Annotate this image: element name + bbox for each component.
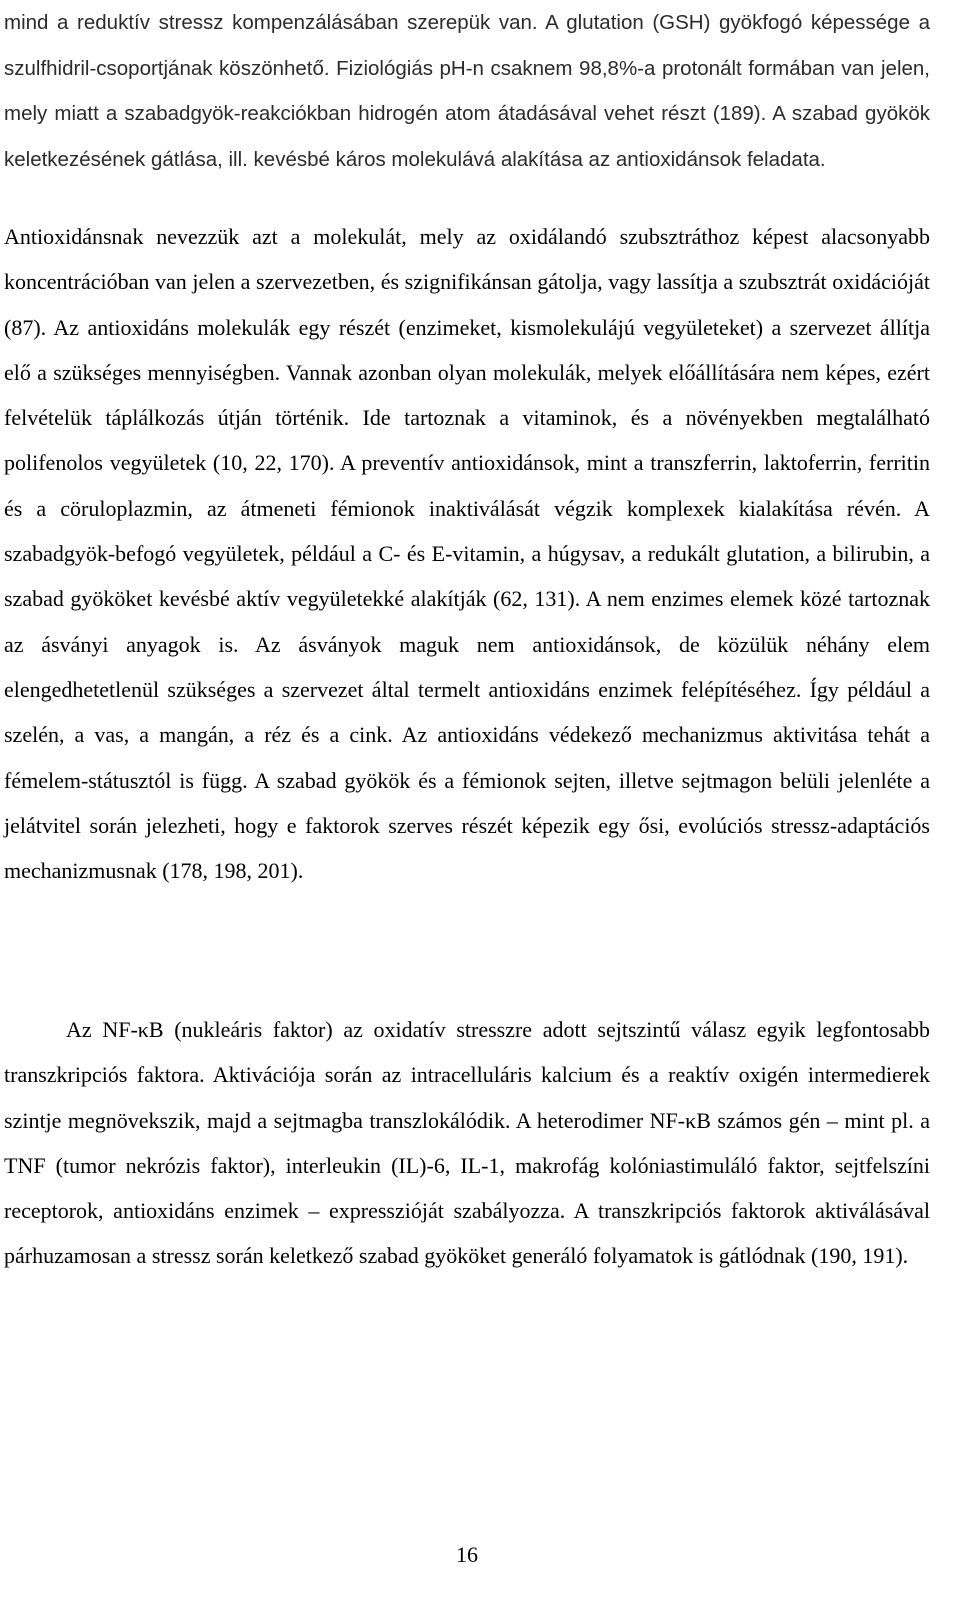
page-number: 16 [456,1542,478,1567]
paragraph-nf-kb: Az NF-κB (nukleáris faktor) az oxidatív stresszre adott sejtszintű válasz egyik legfontosabb transzkripciós faktora. Aktivációja során az intracelluláris kalcium és a reaktív oxigén intermedierek szintje megnövekszik, majd a sejtmagba transzlokálódik. A heterodimer NF-κB számos gén – mint pl. a TNF (tumor nekrózis faktor), interleukin (IL)-6, IL-1, makrofág kolóniastimuláló faktor, sejtfelszíni receptorok, antioxidáns enzimek – expresszióját szabályozza. A transzkripciós faktorok aktiválásával párhuzamosan a stressz során keletkező szabad gyököket generáló folyamatok is gátlódnak (190, 191). [4,1017,930,1269]
paragraph-glutathione: mind a reduktív stressz kompenzálásában szerepük van. A glutation (GSH) gyökfogó képessége a szulfhidril-csoportjának köszönhető. Fiziológiás pH-n csaknem 98,8%-a protonált formában van jelen, mely miatt a szabadgyök-reakciókban hidrogén atom átadásával vehet részt (189). A szabad gyökök keletkezésének gátlása, ill. kevésbé káros molekulává alakítása az antioxidánsok feladata. [4,11,930,171]
paragraph-antioxidants: Antioxidánsnak nevezzük azt a molekulát, mely az oxidálandó szubsztráthoz képest alacsonyabb koncentrációban van jelen a szervezetben, és szignifikánsan gátolja, vagy lassítja a szubsztrát oxidációját (87). Az antioxidáns molekulák egy részét (enzimeket, kismolekulájú vegyületeket) a szervezet állítja elő a szükséges mennyiségben. Vannak azonban olyan molekulák, melyek előállítására nem képes, ezért felvételük táplálkozás útján történik. Ide tartoznak a vitaminok, és a növényekben megtalálható polifenolos vegyületek (10, 22, 170). A preventív antioxidánsok, mint a transzferrin, laktoferrin, ferritin és a cöruloplazmin, az átmeneti fémionok inaktiválását végzik komplexek kialakítása révén. A szabadgyök-befogó vegyületek, például a C- és E-vitamin, a húgysav, a redukált glutation, a bilirubin, a szabad gyököket kevésbé aktív vegyületekké alakítják (62, 131). A nem enzimes elemek közé tartoznak az ásványi anyagok is. Az ásványok maguk nem antioxidánsok, de közülük néhány elem elengedhetetlenül szükséges a szervezet által termelt antioxidáns enzimek felépítéséhez. Így például a szelén, a vas, a mangán, a réz és a cink. Az antioxidáns védekező mechanizmus aktivitása tehát a fémelem-státusztól is függ. A szabad gyökök és a fémionok sejten, illetve sejtmagon belüli jelenléte a jelátvitel során jelezheti, hogy e faktorok szerves részét képezik egy ősi, evolúciós stressz-adaptációs mechanizmusnak (178, 198, 201). [4,224,930,884]
